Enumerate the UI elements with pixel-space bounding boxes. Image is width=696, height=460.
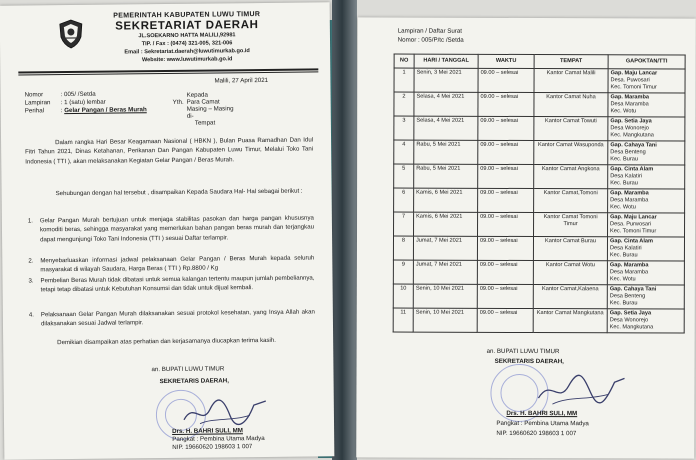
cell-place: Kantor Camat,Tomoni [534, 189, 608, 213]
gapoktan-name: Gap. Cahaya Tani [609, 286, 657, 293]
column-header-gapoktan: GAPOKTAN/TTI [608, 55, 685, 69]
cell-gapoktan [607, 285, 684, 309]
cell-gapoktan [608, 165, 685, 189]
signatory-rank: Pangkat : Pembina Utama Madya [172, 434, 265, 443]
gapoktan-village: Desa. Purwosari [610, 221, 652, 228]
cell-no: 7 [394, 212, 414, 236]
gapoktan-village: Desa Wonorejo [609, 317, 649, 324]
cell-time: 09.00 – selesai [478, 212, 534, 236]
letterhead-rule [18, 68, 318, 75]
table-row [394, 116, 685, 141]
cell-time: 09.00 – selesai [478, 68, 534, 92]
paragraph-points-intro: Sehubungan dengan hal tersebut , disampaikan Kepada Saudara Hal- Hal sebagai berikut : [55, 187, 303, 198]
signatory-nip: NIP. 19660620 198603 1 007 [172, 443, 253, 451]
letterhead-office: SEKRETARIAT DAERAH [115, 19, 259, 33]
letterhead-website: Website: www.luwutimurkab.go.id [141, 56, 233, 64]
cell-day: Rabu, 5 Mei 2021 [414, 140, 478, 164]
cell-no: 5 [394, 164, 414, 188]
cell-time: 09.00 – selesai [477, 260, 533, 284]
gapoktan-name: Gap. Maju Lancar [610, 70, 658, 77]
nomor-value: : 005/ /Setda [60, 90, 96, 99]
cell-place: Kantor Camat Burau [533, 237, 607, 261]
cell-day: Rabu, 5 Mei 2021 [414, 164, 478, 188]
gapoktan-district: Kec. Burau [610, 156, 638, 163]
attachment-position: SEKRETARIS DAERAH, [494, 357, 564, 366]
gapoktan-name: Gap. Maju Lancar [610, 214, 657, 221]
kepada-label: Kepada [186, 91, 208, 99]
letterhead-address: JL.SOEKARNO HATTA MALILI,92981 [138, 32, 236, 40]
cell-gapoktan [608, 189, 685, 213]
letterhead-email: Email : Sekretariat.daerah@luwutimurkab.go.id [124, 48, 250, 56]
letter-page: PEMERINTAH KABUPATEN LUWU TIMUR SEKRETARIAT DAERAH JL.SOEKARNO HATTA MALILI,92981 TIP. / Fax : (0474) 321-005, 321-006 Email : Sekretariat.daerah@luwutimurkab.go.id Website: www.luwutimurkab.go.id Malili, 27 April 2021 Nomor : 005/ /Setda Lampiran : 1 (satu) lembar Perihal : Gelar Pangan / Beras Murah Kepada Yth. Para Camat Masing – Masing di- Tempat Dalam rangka Hari Besar Keagamaan Nasional ( HBKN ), Bulan Puasa Ramadhan Dan Idul Fitri Tahun 2021, Dinas Ketahanan, Perikanan Dan Pangan Kabupaten Luwu Timur, Melalui Toko Tani Indonesia ( TTI ), akan melaksanakan Kegiatan Gelar Pangan / Beras Murah. Sehubungan dengan hal tersebut , disampaikan Kepada Saudara Hal- Hal sebagai berikut : 1. Gelar Pangan Murah bertujuan untuk menjaga stabilitas pasokan dan harga pangan khususnya komoditi beras, sehingga masyarakat yang memerlukan bahan pangan beras murah dan terjangkau dapat mengunjungi Toko Tani Indonesia (TTI ) sesuai Daftar terlampir. 2. Menyebarluaskan informasi jadwal pelaksanaan Gelar Pangan / Beras Murah kepada seluruh masyarakat di wilayah Saudara, Harga Beras ( TTI ) Rp.8800 / Kg 3. Pembelian Beras Murah tidak dibatasi untuk semua kalangan tertentu maupun jumlah pembeliannya, tetapi tetap dibatasi untuk Kebutuhan Konsumsi dan tidak untuk dijual kembali. 4. Pelaksanaan Gelar Pangan Murah dilaksanakan sesuai protokol kesehatan, yang Insya Allah akan dilaksanakan sesuai Jadwal terlampir. Demikian disampaikan atas perhatian dan kerjasamanya diucapkan terima kasih. an. BUPATI LUWU TIMUR SEKRETARIS DAERAH, Drs. H. BAHRI SULI, MM Pangkat : Pembina Utama Madya NIP. 19660620 198603 1 007 [0, 2, 334, 459]
table-row [393, 308, 684, 333]
cell-place: Kantor Camat Mangkutana [533, 309, 607, 333]
cell-gapoktan [607, 237, 684, 261]
item-number: 3. [28, 277, 34, 285]
perihal-label: Perihal [24, 107, 45, 115]
gapoktan-village: Desa Benteng [609, 293, 646, 300]
gapoktan-name: Gap. Maramba [609, 262, 649, 269]
gapoktan-district: Kec. Mangkutana [610, 132, 654, 139]
cell-day: Selasa, 4 Mei 2021 [414, 92, 478, 116]
cell-place: Kantor Camat Tomoni Timur [534, 213, 608, 237]
gapoktan-village: Desa Kalatiri [609, 245, 642, 252]
item-text: Pembelian Beras Murah tidak dibatasi untuk semua kalangan tertentu maupun jumlah pembeliannya, tetapi tetap dibatasi untuk Kebutuhan Konsumsi dan tidak untuk dijual kembali. [40, 274, 315, 294]
item-text: Gelar Pangan Murah bertujuan untuk menjaga stabilitas pasokan dan harga pangan khususnya komoditi beras, sehingga masyarakat yang memerlukan bahan pangan beras murah dan terjangkau dapat mengunjungi Toko Tani Indonesia (TTI ) sesuai Daftar terlampir. [39, 214, 315, 244]
cell-day: Senin, 10 Mei 2021 [413, 308, 477, 332]
gapoktan-name: Gap. Maramba [610, 94, 650, 101]
cell-gapoktan [607, 261, 684, 285]
gapoktan-district: Kec. Tomoni Timur [610, 228, 657, 235]
item-text: Menyebarluaskan informasi jadwal pelaksanaan Gelar Pangan / Beras Murah kepada seluruh masyarakat di wilayah Saudara, Harga Beras ( TTI ) Rp.8800 / Kg [40, 254, 315, 274]
table-row [393, 260, 684, 285]
lampiran-label: Lampiran [24, 99, 51, 107]
letter-date: Malili, 27 April 2021 [214, 76, 269, 85]
cell-gapoktan [608, 69, 685, 93]
table-row [394, 164, 685, 189]
gapoktan-name: Gap. Setia Jaya [610, 118, 652, 125]
nomor-label: Nomor [24, 91, 44, 99]
attachment-signatory-nip: NIP. 19660620 198603 1 007 [496, 429, 577, 438]
cell-day: Kamis, 6 Mei 2021 [414, 212, 478, 236]
paragraph-intro: Dalam rangka Hari Besar Keagamaan Nasional ( HBKN ), Bulan Puasa Ramadhan Dan Idul Fitri Tahun 2021, Dinas Ketahanan, Perikanan Dan Pangan Kabupaten Luwu Timur, Melalui Toko Tani Indonesia ( TTI ), akan melaksanakan Kegiatan Gelar Pangan / Beras Murah. [25, 136, 314, 166]
attachment-signatory-name: Drs. H. BAHRI SULI, MM [506, 409, 578, 418]
cell-place: Kantor Camat,Kalaena [533, 285, 607, 309]
gapoktan-district: Kec. Burau [610, 180, 638, 187]
perihal-value: Gelar Pangan / Beras Murah [64, 106, 147, 115]
cell-place: Kantor Camat Nuha [534, 93, 608, 117]
letterhead-phone: TIP. / Fax : (0474) 321-005, 321-006 [141, 40, 233, 48]
cell-no: 11 [393, 308, 413, 332]
cell-no: 2 [394, 92, 414, 116]
item-number: 2. [28, 257, 34, 265]
cell-day: Jumat, 7 Mei 2021 [413, 260, 477, 284]
table-row [393, 284, 684, 309]
column-header-day: HARI / TANGGAL [414, 54, 478, 68]
cell-place: Kantor Camat Angkona [534, 165, 608, 189]
signature-icon [534, 370, 626, 410]
gapoktan-village: Desa Kalatiri [610, 173, 642, 180]
gapoktan-district: Kec. Wotu [610, 108, 637, 115]
gapoktan-village: Desa Maramba [610, 197, 649, 204]
gapoktan-village: Desa Wonorejo [610, 125, 649, 132]
signatory-name: Drs. H. BAHRI SULI, MM [172, 427, 243, 435]
addressee-masing: Masing – Masing [186, 105, 234, 113]
cell-place: Kantor Camat Malili [534, 69, 608, 93]
cell-day: Kamis, 6 Mei 2021 [414, 188, 478, 212]
cell-gapoktan [608, 93, 685, 117]
cell-time: 09.00 – selesai [478, 116, 534, 140]
cell-no: 4 [394, 140, 414, 164]
cell-gapoktan [608, 213, 685, 237]
table-row [394, 92, 685, 117]
signatory-on-behalf: an. BUPATI LUWU TIMUR [151, 365, 225, 374]
item-number: 4. [28, 311, 35, 319]
gapoktan-name: Gap. Setia Jaya [609, 310, 652, 317]
cell-no: 3 [394, 116, 414, 140]
attachment-on-behalf: an. BUPATI LUWU TIMUR [486, 347, 560, 356]
cell-gapoktan [607, 309, 684, 333]
yth-label: Yth. [172, 98, 184, 106]
attachment-lampiran: Lampiran / Daftar Surat [397, 27, 463, 35]
column-header-time: WAKTU [478, 54, 534, 68]
table-row [394, 68, 685, 93]
table-row [393, 236, 684, 261]
schedule-page [356, 17, 696, 458]
table-row [394, 140, 685, 165]
gapoktan-district: Kec. Mangkutana [609, 324, 654, 331]
cell-gapoktan [608, 117, 685, 141]
gapoktan-district: Kec. Tomoni Timur [610, 84, 657, 91]
cell-day: Senin, 10 Mei 2021 [413, 284, 477, 308]
column-header-no: NO [394, 54, 414, 68]
cell-day: Jumat, 7 Mei 2021 [413, 236, 477, 260]
letterhead [52, 10, 323, 65]
addressee: Para Camat [186, 98, 220, 106]
schedule-table [393, 54, 686, 334]
column-header-place: TEMPAT [534, 55, 608, 69]
gapoktan-name: Gap. Cinta Alam [610, 166, 654, 173]
item-number: 1. [27, 217, 34, 225]
cell-place: Kantor Camat Towuti [534, 117, 608, 141]
gapoktan-name: Gap. Cahaya Tani [610, 142, 657, 149]
attachment-signatory-rank: Pangkat : Pembina Utama Madya [496, 419, 589, 428]
page-gap-shadow [332, 0, 357, 460]
cell-no: 8 [393, 236, 413, 260]
letterhead-government: PEMERINTAH KABUPATEN LUWU TIMUR [113, 11, 261, 20]
cell-day: Selasa, 4 Mei 2021 [414, 116, 478, 140]
cell-day: Senin, 3 Mei 2021 [414, 68, 478, 92]
cell-no: 1 [394, 68, 414, 92]
cell-time: 09.00 – selesai [478, 92, 534, 116]
cell-no: 9 [393, 260, 413, 284]
cell-no: 10 [393, 284, 413, 308]
cell-no: 6 [394, 188, 414, 212]
cell-time: 09.00 – selesai [478, 188, 534, 212]
cell-time: 09.00 – selesai [477, 284, 533, 308]
cell-place: Kantor Camat Wasuponda [534, 141, 608, 165]
table-row [394, 212, 685, 237]
cell-time: 09.00 – selesai [477, 308, 533, 332]
item-text: Pelaksanaan Gelar Pangan Murah dilaksanakan sesuai protokol kesehatan, yang Insya Allah akan dilaksanakan sesuai Jadwal terlampir. [40, 308, 315, 328]
gapoktan-name: Gap. Cinta Alam [609, 238, 653, 245]
gapoktan-district: Kec. Burau [609, 300, 638, 307]
table-header-row [394, 54, 685, 69]
gapoktan-district: Kec. Wotu [609, 276, 636, 283]
table-row [394, 188, 685, 213]
cell-gapoktan [608, 141, 685, 165]
attachment-nomor: Nomor : 005/P/tc /Setda [397, 36, 464, 44]
gapoktan-village: Desa Maramba [609, 269, 649, 276]
addressee-di: di- [186, 112, 194, 120]
cell-time: 09.00 – selesai [477, 236, 533, 260]
signatory-position: SEKRETARIS DAERAH, [159, 377, 229, 386]
signature-icon [180, 395, 270, 430]
gapoktan-village: Desa. Puwosari [610, 77, 650, 84]
gapoktan-district: Kec. Burau [609, 252, 638, 259]
cell-place: Kantor Camat Wotu [533, 261, 607, 285]
cell-time: 09.00 – selesai [478, 164, 534, 188]
paragraph-closing: Demikian disampaikan atas perhatian dan kerjasamanya diucapkan terima kasih. [57, 336, 277, 347]
addressee-tempat: Tempat [194, 119, 216, 127]
gapoktan-name: Gap. Maramba [610, 190, 649, 197]
cell-time: 09.00 – selesai [478, 140, 534, 164]
gapoktan-village: Desa Maramba [610, 101, 649, 108]
gapoktan-district: Kec. Wotu [610, 204, 636, 211]
gapoktan-village: Desa Benteng [610, 149, 646, 156]
lampiran-value: : 1 (satu) lembar [60, 98, 106, 107]
